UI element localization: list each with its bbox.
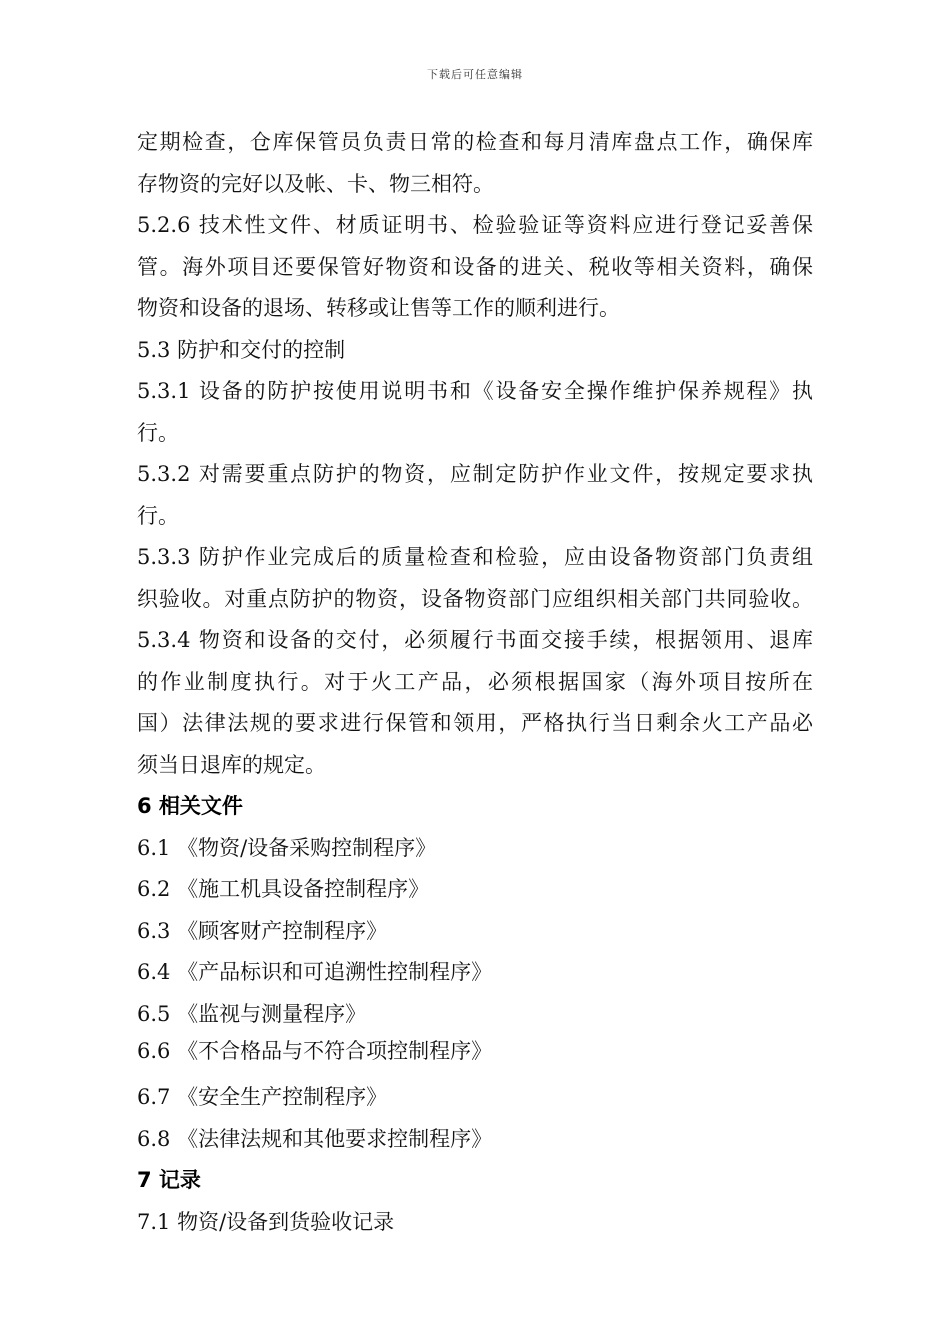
paragraph-line: 5.3.4 物资和设备的交付，必须履行书面交接手续，根据领用、退库: [137, 628, 813, 652]
list-item: 6.2 《施工机具设备控制程序》: [137, 877, 430, 901]
list-item: 6.4 《产品标识和可追溯性控制程序》: [137, 960, 493, 984]
page-header: 下载后可任意编辑: [427, 68, 523, 81]
paragraph-line: 5.3.3 防护作业完成后的质量检查和检验，应由设备物资部门负责组: [137, 545, 813, 569]
paragraph-line: 行。: [137, 504, 179, 528]
paragraph-line: 存物资的完好以及帐、卡、物三相符。: [137, 172, 494, 196]
paragraph-line: 5.3.2 对需要重点防护的物资，应制定防护作业文件，按规定要求执: [137, 462, 813, 486]
paragraph-line: 管。海外项目还要保管好物资和设备的进关、税收等相关资料，确保: [137, 255, 813, 279]
section-heading: 7 记录: [137, 1168, 201, 1192]
paragraph-line: 国）法律法规的要求进行保管和领用，严格执行当日剩余火工产品必: [137, 711, 813, 735]
paragraph-line: 须当日退库的规定。: [137, 753, 326, 777]
list-item: 7.1 物资/设备到货验收记录: [137, 1210, 395, 1234]
list-item: 6.5 《监视与测量程序》: [137, 1002, 367, 1026]
list-item: 6.3 《顾客财产控制程序》: [137, 919, 388, 943]
list-item: 6.7 《安全生产控制程序》: [137, 1085, 388, 1109]
paragraph-line: 5.2.6 技术性文件、材质证明书、检验验证等资料应进行登记妥善保: [137, 213, 813, 237]
list-item: 6.8 《法律法规和其他要求控制程序》: [137, 1127, 493, 1151]
section-heading: 6 相关文件: [137, 794, 243, 818]
paragraph-line: 5.3.1 设备的防护按使用说明书和《设备安全操作维护保养规程》执: [137, 379, 813, 403]
paragraph-line: 的作业制度执行。对于火工产品，必须根据国家（海外项目按所在: [137, 670, 813, 694]
list-item: 6.6 《不合格品与不符合项控制程序》: [137, 1039, 493, 1063]
list-item: 6.1 《物资/设备采购控制程序》: [137, 836, 437, 860]
paragraph-line: 定期检查，仓库保管员负责日常的检查和每月清库盘点工作，确保库: [137, 130, 813, 154]
paragraph-line: 织验收。对重点防护的物资，设备物资部门应组织相关部门共同验收。: [137, 587, 813, 611]
paragraph-line: 行。: [137, 421, 179, 445]
paragraph-line: 物资和设备的退场、转移或让售等工作的顺利进行。: [137, 296, 620, 320]
subsection-title: 5.3 防护和交付的控制: [137, 338, 346, 362]
